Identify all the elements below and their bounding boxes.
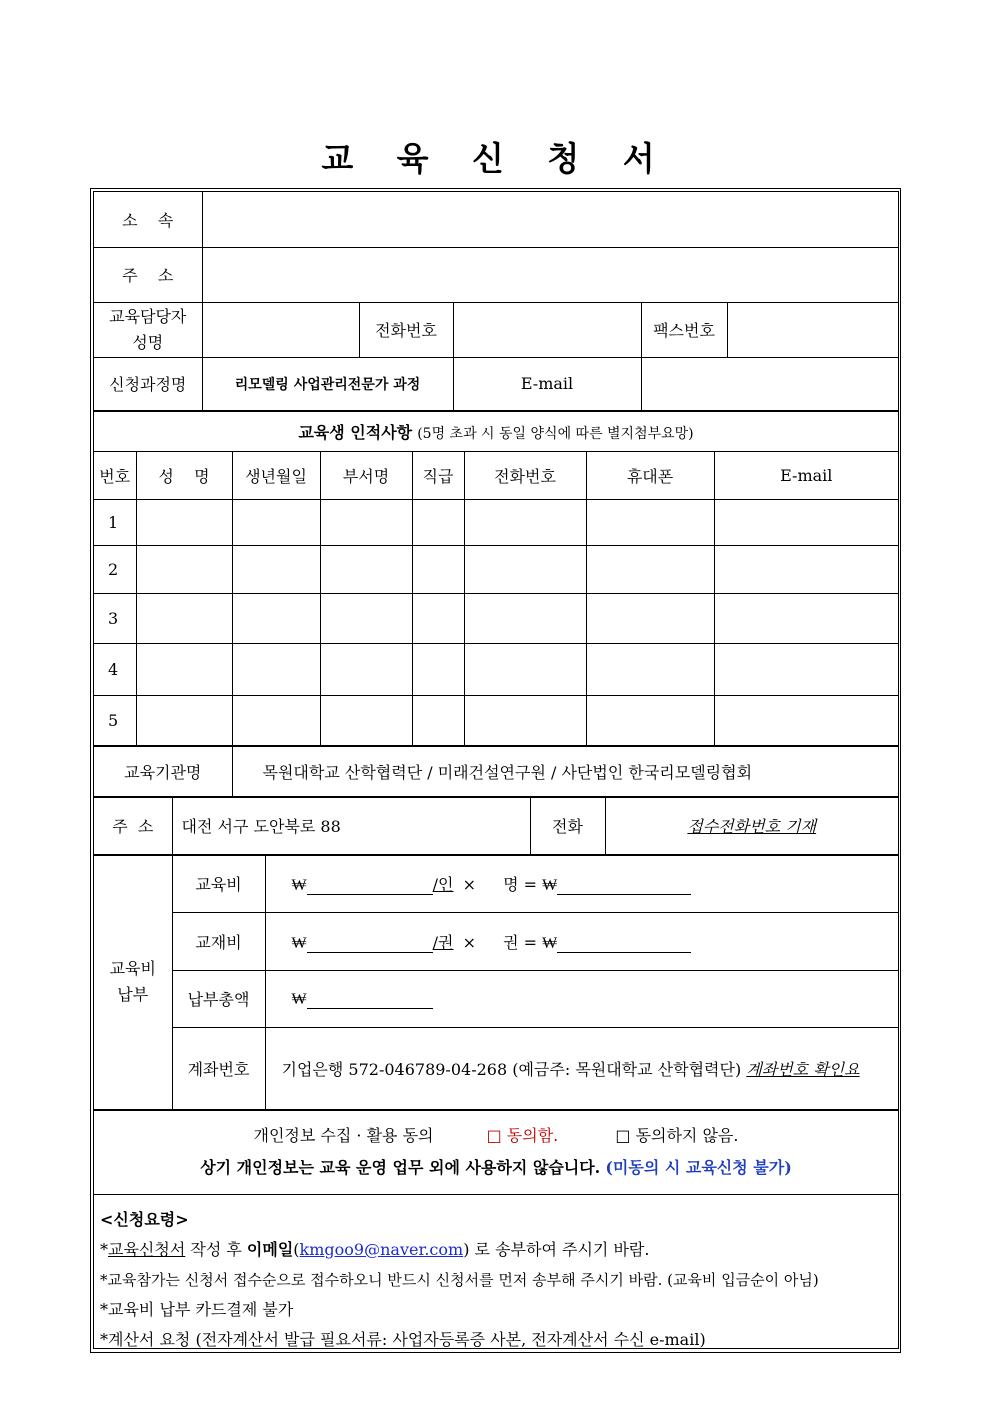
col-rank: 직급 xyxy=(412,451,464,499)
agree-checkbox[interactable]: □ 동의함. xyxy=(486,1126,559,1145)
row-number: 3 xyxy=(94,593,136,643)
privacy-consent: 개인정보 수집 · 활용 동의 □ 동의함. □ 동의하지 않음. 상기 개인정보는 교육 운영 업무 외에 사용하지 않습니다. (미동의 시 교육신청 불가) xyxy=(94,1110,898,1194)
institution-label: 교육기관명 xyxy=(94,746,232,796)
col-mobile: 휴대폰 xyxy=(586,451,714,499)
account-label: 계좌번호 xyxy=(172,1027,265,1109)
col-phone: 전화번호 xyxy=(464,451,586,499)
institution-table xyxy=(94,746,898,797)
notes-heading: <신청요령> xyxy=(100,1209,189,1229)
inst-phone-label: 전화 xyxy=(530,797,605,854)
address-field[interactable] xyxy=(202,247,898,302)
institution-name: 목원대학교 산학협력단 / 미래건설연구원 / 사단법인 한국리모델링협회 xyxy=(232,746,898,796)
fee-amount-field[interactable] xyxy=(307,877,433,895)
application-form xyxy=(93,191,899,1349)
manager-phone-label: 전화번호 xyxy=(359,302,453,357)
note-line: *교육신청서 작성 후 이메일(kmgoo9@naver.com) 로 송부하여 주시기 바람. xyxy=(100,1239,650,1259)
col-no: 번호 xyxy=(94,451,136,499)
trainees-table xyxy=(94,411,898,746)
institution-address-table xyxy=(94,797,898,855)
course-label: 신청과정명 xyxy=(94,357,202,410)
table-row xyxy=(94,695,898,745)
total-label: 납부총액 xyxy=(172,970,265,1027)
payment-table xyxy=(94,855,898,1110)
col-birth: 생년월일 xyxy=(232,451,320,499)
fee-label: 교육비 xyxy=(172,855,265,912)
course-email-label: E-mail xyxy=(453,357,641,410)
email-link[interactable]: kmgoo9@naver.com xyxy=(299,1239,464,1259)
note-line: *계산서 요청 (전자계산서 발급 필요서류: 사업자등록증 사본, 전자계산서 수신 e-mail) xyxy=(100,1329,706,1349)
table-row xyxy=(94,643,898,695)
row-number: 5 xyxy=(94,695,136,745)
manager-label: 교육담당자 성명 xyxy=(94,302,202,357)
table-row xyxy=(94,499,898,545)
address-label: 주 소 xyxy=(94,247,202,302)
inst-phone-value: 접수전화번호 기재 xyxy=(605,797,898,854)
org-label: 소 속 xyxy=(94,192,202,247)
course-name: 리모델링 사업관리전문가 과정 xyxy=(202,357,453,410)
book-label: 교재비 xyxy=(172,912,265,970)
payment-label: 교육비 납부 xyxy=(94,855,172,1109)
fee-total-field[interactable] xyxy=(557,877,691,895)
manager-name-field[interactable] xyxy=(202,302,359,357)
book-total-field[interactable] xyxy=(557,935,691,953)
fee-calc: ₩ /인 × 명 = ₩ xyxy=(265,855,898,912)
course-email-field[interactable] xyxy=(641,357,898,410)
col-name: 성 명 xyxy=(136,451,232,499)
privacy-table xyxy=(94,1110,898,1195)
org-field[interactable] xyxy=(202,192,898,247)
col-email: E-mail xyxy=(714,451,898,499)
total-calc: ₩ xyxy=(265,970,898,1027)
manager-fax-label: 팩스번호 xyxy=(641,302,727,357)
row-number: 4 xyxy=(94,643,136,695)
book-amount-field[interactable] xyxy=(307,935,433,953)
trainees-column-headers xyxy=(94,451,898,499)
row-number: 1 xyxy=(94,499,136,545)
book-calc: ₩ /권 × 권 = ₩ xyxy=(265,912,898,970)
note-line: *교육참가는 신청서 접수순으로 접수하오니 반드시 신청서를 먼저 송부해 주시기 바람. (교육비 입금순이 아님) xyxy=(100,1270,819,1289)
total-amount-field[interactable] xyxy=(307,991,433,1009)
note-line: *교육비 납부 카드결제 불가 xyxy=(100,1299,294,1319)
table-row xyxy=(94,545,898,593)
account-info: 기업은행 572-046789-04-268 (예금주: 목원대학교 산학협력단) 계좌번호 확인요 xyxy=(265,1027,898,1109)
row-number: 2 xyxy=(94,545,136,593)
page-title: 교 육 신 청 서 xyxy=(321,139,671,178)
table-row xyxy=(94,593,898,643)
col-dept: 부서명 xyxy=(320,451,412,499)
manager-phone-field[interactable] xyxy=(453,302,641,357)
applicant-table xyxy=(94,192,898,411)
inst-address-value: 대전 서구 도안북로 88 xyxy=(172,797,530,854)
trainees-header: 교육생 인적사항 (5명 초과 시 동일 양식에 따른 별지첨부요망) xyxy=(94,411,898,451)
application-notes xyxy=(94,1195,898,1365)
manager-fax-field[interactable] xyxy=(727,302,898,357)
inst-address-label: 주 소 xyxy=(94,797,172,854)
disagree-checkbox[interactable]: □ 동의하지 않음. xyxy=(615,1126,739,1145)
